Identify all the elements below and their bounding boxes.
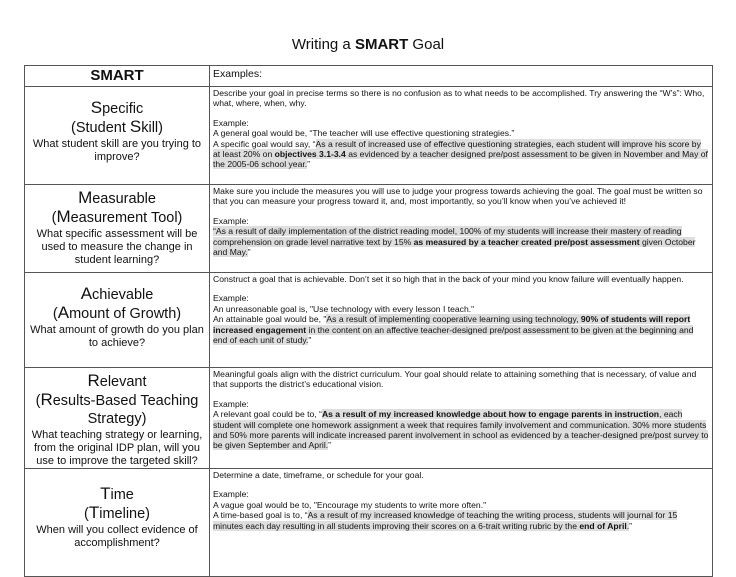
criterion-cell [25,368,210,469]
criterion-heading: Measurable [78,188,156,207]
criterion-heading: Specific [90,98,144,117]
example-segment: A specific goal would say, “ [213,138,316,149]
criterion-question: What specific assessment will be used to measure the change in student learning? [36,228,198,266]
smart-row-time [25,469,713,577]
smart-column-header: SMART [25,66,210,87]
criterion-heading: Achievable [80,284,154,303]
smart-row-achievable [25,273,713,368]
criterion-description: Describe your goal in precise terms so there is no confusion as to what needs to be accomplished. Try answering the “W’s”: Who, what, where, when, why. [213,88,705,109]
example-segment: 90% of students will report increased engagement [213,314,691,335]
example-label: Example: [213,489,249,500]
examples-cell [210,185,713,273]
example-segment: ” [247,247,251,258]
criterion-subheading: (Timeline) [84,503,150,522]
criterion-subheading: (Results-Based Teaching Strategy) [35,390,199,427]
example-one: A general goal would be, “The teacher will use effective questioning strategies.” [213,128,515,139]
example-segment: ” [328,440,332,451]
example-segment: ” [307,159,310,170]
example-label: Example: [213,293,249,304]
criterion-subheading: (Student Skill) [71,117,163,136]
example-segment: " [308,335,312,346]
example-segment: as measured by a teacher created pre/post assessment [413,236,640,247]
example-two [213,510,709,531]
example-segment: end of April [579,520,627,531]
examples-cell [210,273,713,368]
criterion-description: Make sure you include the measures you will use to judge your progress towards achieving the goal. The goal must be written so that you can measure your progress toward it, and, most importantly, so you’ll know when you’ve achieved it! [213,186,703,207]
criterion-cell [25,469,210,577]
criterion-description: Meaningful goals align with the district curriculum. Your goal should relate to attaining something that is necessary, of value and that supports the district’s educational vision. [213,369,697,390]
page-title: Writing a SMART Goal [291,36,445,53]
examples-column-header: Examples: [210,66,713,87]
example-label: Example: [213,215,249,226]
criterion-cell [25,87,210,185]
smart-goal-table [24,65,713,577]
example-segment: As a result of increased use of effective questioning strategies, each student will improve his score by at least 20% on [213,138,701,160]
example-label: Example: [213,117,249,128]
example-segment: An attainable goal would be, " [213,314,327,325]
criterion-description: Determine a date, timeframe, or schedule for your goal. [213,470,424,480]
example-segment: as evidenced by a teacher designed pre/post assessment to be given in November and May of the 2005-06 school year. [213,149,708,170]
criterion-question: What amount of growth do you plan to achieve? [30,324,204,349]
table-header-row [25,66,713,87]
criterion-question: What teaching strategy or learning, from the original IDP plan, will you use to improve the targeted skill? [31,429,203,467]
criterion-subheading: (Measurement Tool) [51,207,183,226]
criterion-heading: Relevant [87,371,147,390]
criterion-subheading: (Amount of Growth) [52,303,182,322]
example-segment: in the content on an affective teacher-designed pre/post assessment to be given at the beginning and end of each unit of study. [213,324,694,346]
criterion-cell [25,185,210,273]
smart-row-relevant [25,368,713,469]
example-segment: A relevant goal could be to, “ [213,409,322,420]
criterion-description: Construct a goal that is achievable. Don’t set it so high that in the back of your mind you know failure will eventually happen. [213,274,684,284]
example-one: A vague goal would be to, "Encourage my students to write more often." [213,499,487,510]
examples-cell [210,469,713,577]
example-one: An unreasonable goal is, "Use technology with every lesson I teach." [213,303,475,314]
example-two [213,226,709,257]
example-segment: As a result of my increased knowledge about how to engage parents in instruction [321,409,660,420]
example-segment: . [626,520,630,531]
example-segment: objectives 3.1-3.4 [274,149,346,160]
criterion-heading: Time [100,484,134,503]
examples-cell [210,87,713,185]
example-segment: As a result of my increased knowledge of teaching the writing process, students will journal for 15 minutes each day resulting in all students improving their scores on a 6-trait writing rubric by the [213,510,678,531]
example-two [213,139,709,170]
smart-row-specific [25,87,713,185]
example-two [213,314,709,345]
example-segment: given October and May. [213,236,696,258]
smart-row-measurable [25,185,713,273]
examples-cell [210,368,713,469]
example-segment: ” [629,520,633,531]
example-two [213,409,709,451]
example-segment: , each student will complete one homework assignment a week that requires family involvement and communication. 30% more students and 50% more parents will indicate increased parent involvement in school as evidenced by a teacher-designed pre/post survey to be given September and April. [213,409,709,451]
example-segment: As a result of implementing cooperative learning using technology, [326,314,581,325]
criterion-question: When will you collect evidence of accomplishment? [36,524,198,549]
example-segment: A time-based goal is to, “ [213,510,308,521]
criterion-cell [25,273,210,368]
criterion-question: What student skill are you trying to improve? [32,138,202,163]
example-label: Example: [213,398,249,409]
example-segment: “As a result of daily implementation of the district reading model, 100% of my students will increase their mastery of reading comprehension on grade level narrative text by 15% [213,226,682,247]
